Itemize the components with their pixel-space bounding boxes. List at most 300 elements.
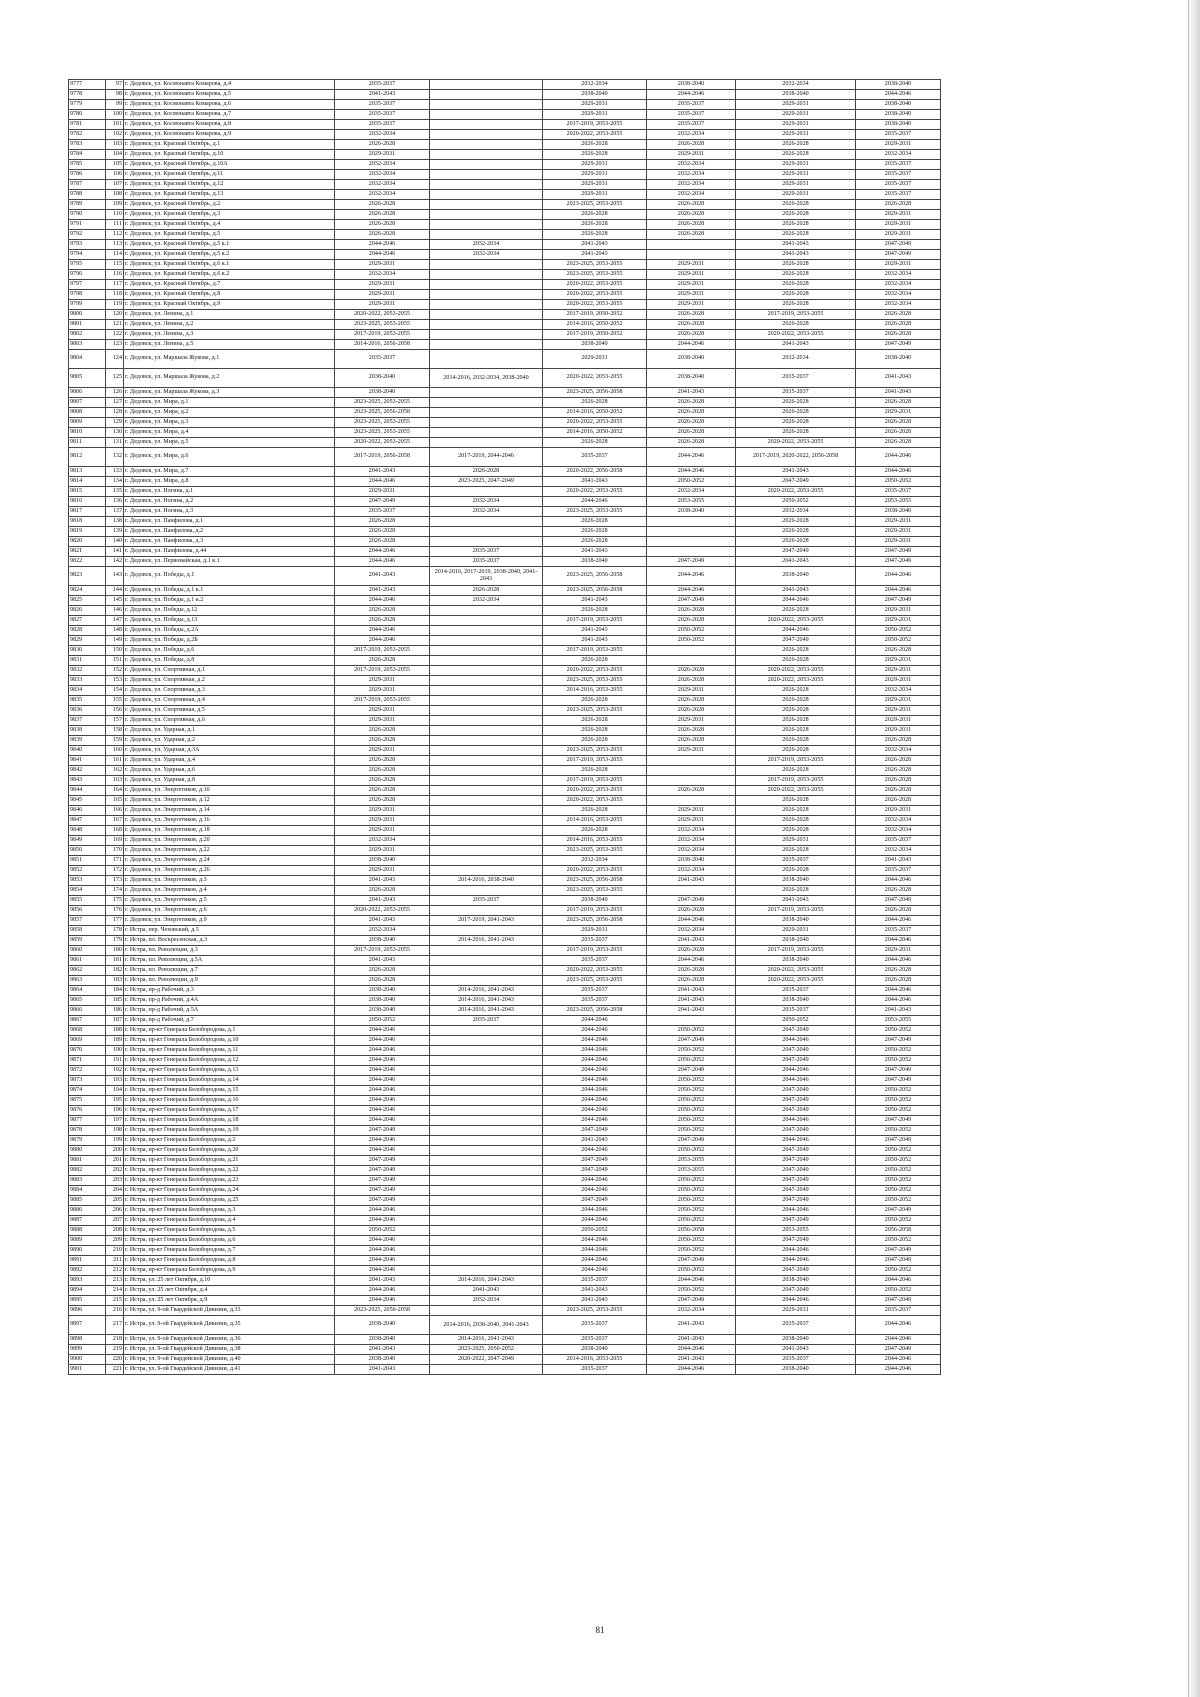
cell-period-6: 2035-2037 (856, 487, 941, 497)
cell-registry-number: 9818 (69, 517, 106, 527)
cell-period-2: 2017-2019, 2041-2043 (430, 916, 543, 926)
cell-registry-number: 9894 (69, 1286, 106, 1296)
cell-registry-number: 9855 (69, 896, 106, 906)
cell-period-1: 2026-2028 (335, 606, 430, 616)
cell-period-2 (430, 90, 543, 100)
cell-sequence-number: 131 (106, 438, 124, 448)
cell-address: г. Истра, пр-кт Генерала Белобородова, д.24 (124, 1186, 335, 1196)
cell-address: г. Дедовск, ул. Красный Октябрь, д.4 (124, 220, 335, 230)
cell-period-3: 2020-2022, 2053-2055 (543, 418, 647, 428)
table-row (69, 956, 941, 966)
cell-address: г. Дедовск, ул. Космонавта Комарова, д.4 (124, 80, 335, 90)
table-row (69, 1166, 941, 1176)
cell-period-6: 2044-2046 (856, 956, 941, 966)
cell-sequence-number: 214 (106, 1286, 124, 1296)
cell-period-6: 2050-2052 (856, 1176, 941, 1186)
cell-period-5: 2035-2037 (736, 1355, 856, 1365)
cell-period-4: 2032-2034 (647, 190, 736, 200)
table-row (69, 1086, 941, 1096)
cell-period-1: 2026-2028 (335, 736, 430, 746)
cell-sequence-number: 153 (106, 676, 124, 686)
cell-sequence-number: 117 (106, 280, 124, 290)
cell-period-2 (430, 1076, 543, 1086)
cell-registry-number: 9836 (69, 706, 106, 716)
cell-address: г. Дедовск, ул. Космонавта Комарова, д.5 (124, 90, 335, 100)
cell-period-3: 2029-2031 (543, 926, 647, 936)
cell-period-5: 2026-2028 (736, 866, 856, 876)
cell-period-1: 2041-2043 (335, 1365, 430, 1375)
cell-period-3: 2044-2046 (543, 1086, 647, 1096)
cell-period-6: 2032-2034 (856, 270, 941, 280)
cell-period-6: 2044-2046 (856, 1365, 941, 1375)
table-row (69, 1316, 941, 1335)
cell-period-6: 2035-2037 (856, 130, 941, 140)
table-row (69, 230, 941, 240)
cell-period-4 (647, 527, 736, 537)
cell-period-5: 2047-2049 (736, 1086, 856, 1096)
cell-sequence-number: 102 (106, 130, 124, 140)
cell-address: г. Дедовск, ул. Спортивная, д.3 (124, 686, 335, 696)
cell-period-4 (647, 886, 736, 896)
cell-period-3: 2020-2022, 2053-2055 (543, 866, 647, 876)
cell-address: г. Истра, пр-кт Генерала Белобородова, д.14 (124, 1076, 335, 1086)
table-row (69, 527, 941, 537)
cell-period-2 (430, 140, 543, 150)
cell-period-2 (430, 676, 543, 686)
cell-address: г. Истра, пр-кт Генерала Белобородова, д.18 (124, 1116, 335, 1126)
cell-address: г. Дедовск, ул. Красный Октябрь, д.13 (124, 190, 335, 200)
table-row (69, 926, 941, 936)
cell-sequence-number: 178 (106, 926, 124, 936)
cell-address: г. Истра, ул. 25 лет Октября, д.4 (124, 1286, 335, 1296)
cell-registry-number: 9834 (69, 686, 106, 696)
cell-period-1: 2038-2040 (335, 1006, 430, 1016)
cell-sequence-number: 107 (106, 180, 124, 190)
cell-period-3: 2044-2046 (543, 1206, 647, 1216)
cell-sequence-number: 175 (106, 896, 124, 906)
cell-period-4: 2029-2031 (647, 806, 736, 816)
cell-period-4: 2050-2052 (647, 1196, 736, 1206)
cell-sequence-number: 99 (106, 100, 124, 110)
cell-registry-number: 9889 (69, 1236, 106, 1246)
cell-period-3: 2041-2043 (543, 1286, 647, 1296)
cell-address: г. Дедовск, ул. Победы, д.2А (124, 626, 335, 636)
table-row (69, 1355, 941, 1365)
cell-sequence-number: 172 (106, 866, 124, 876)
cell-period-2 (430, 856, 543, 866)
cell-period-1: 2032-2034 (335, 190, 430, 200)
cell-period-6: 2035-2037 (856, 160, 941, 170)
cell-period-6: 2026-2028 (856, 428, 941, 438)
cell-period-1: 2026-2028 (335, 537, 430, 547)
cell-address: г. Истра, пр-кт Генерала Белобородова, д.22 (124, 1166, 335, 1176)
cell-period-3: 2020-2022, 2053-2055 (543, 300, 647, 310)
cell-sequence-number: 119 (106, 300, 124, 310)
cell-period-1: 2044-2046 (335, 1066, 430, 1076)
cell-period-2: 2023-2025, 2047-2049 (430, 477, 543, 487)
cell-period-1: 2023-2025, 2053-2055 (335, 320, 430, 330)
cell-period-2: 2014-2016, 2041-2043 (430, 986, 543, 996)
table-row (69, 666, 941, 676)
cell-address: г. Дедовск, ул. Спортивная, д.6 (124, 716, 335, 726)
cell-period-5: 2047-2049 (736, 1096, 856, 1106)
cell-address: г. Дедовск, ул. Победы, д.1 (124, 567, 335, 586)
cell-sequence-number: 200 (106, 1146, 124, 1156)
cell-period-2 (430, 290, 543, 300)
cell-registry-number: 9796 (69, 270, 106, 280)
cell-period-1: 2014-2016, 2056-2058 (335, 340, 430, 350)
cell-period-5: 2044-2046 (736, 1256, 856, 1266)
cell-sequence-number: 147 (106, 616, 124, 626)
cell-period-5: 2038-2040 (736, 936, 856, 946)
cell-registry-number: 9854 (69, 886, 106, 896)
cell-sequence-number: 116 (106, 270, 124, 280)
cell-period-1: 2032-2034 (335, 926, 430, 936)
cell-period-3: 2023-2025, 2056-2058 (543, 586, 647, 596)
cell-period-1: 2041-2043 (335, 1345, 430, 1355)
cell-period-1: 2029-2031 (335, 686, 430, 696)
cell-period-2 (430, 120, 543, 130)
cell-period-6: 2026-2028 (856, 966, 941, 976)
cell-registry-number: 9817 (69, 507, 106, 517)
cell-period-5: 2026-2028 (736, 806, 856, 816)
cell-sequence-number: 137 (106, 507, 124, 517)
cell-sequence-number: 184 (106, 986, 124, 996)
cell-registry-number: 9812 (69, 448, 106, 467)
cell-period-6: 2041-2043 (856, 856, 941, 866)
cell-period-4: 2026-2028 (647, 706, 736, 716)
table-row (69, 1126, 941, 1136)
cell-period-4: 2053-2055 (647, 1166, 736, 1176)
cell-period-3: 2041-2043 (543, 477, 647, 487)
cell-period-3: 2017-2019, 2053-2055 (543, 756, 647, 766)
cell-period-3: 2026-2028 (543, 438, 647, 448)
cell-address: г. Дедовск, ул. Красный Октябрь, д.6 к.1 (124, 260, 335, 270)
cell-period-4: 2032-2034 (647, 846, 736, 856)
table-row (69, 1246, 941, 1256)
cell-registry-number: 9804 (69, 350, 106, 369)
cell-address: г. Дедовск, ул. Красный Октябрь, д.12 (124, 180, 335, 190)
cell-period-4: 2050-2052 (647, 1086, 736, 1096)
cell-period-1: 2044-2046 (335, 1086, 430, 1096)
cell-period-3: 2044-2046 (543, 1256, 647, 1266)
cell-period-1: 2029-2031 (335, 806, 430, 816)
cell-period-4: 2029-2031 (647, 816, 736, 826)
cell-period-6: 2026-2028 (856, 438, 941, 448)
table-row (69, 806, 941, 816)
cell-period-6: 2047-2049 (856, 1345, 941, 1355)
cell-sequence-number: 199 (106, 1136, 124, 1146)
cell-period-2 (430, 1186, 543, 1196)
cell-period-1: 2035-2037 (335, 80, 430, 90)
cell-period-2: 2017-2019, 2044-2046 (430, 448, 543, 467)
cell-sequence-number: 141 (106, 547, 124, 557)
cell-address: г. Истра, пр-кт Генерала Белобородова, д.6 (124, 1236, 335, 1246)
cell-period-3: 2041-2043 (543, 250, 647, 260)
cell-period-2 (430, 606, 543, 616)
table-row (69, 1216, 941, 1226)
cell-period-3: 2026-2028 (543, 140, 647, 150)
cell-period-6: 2035-2037 (856, 926, 941, 936)
cell-period-4 (647, 547, 736, 557)
cell-period-4: 2026-2028 (647, 696, 736, 706)
table-row (69, 976, 941, 986)
cell-period-1: 2020-2022, 2053-2055 (335, 438, 430, 448)
cell-period-2 (430, 220, 543, 230)
cell-period-3: 2023-2025, 2056-2058 (543, 1006, 647, 1016)
cell-address: г. Дедовск, ул. Мира, д.3 (124, 418, 335, 428)
cell-period-4: 2047-2049 (647, 1256, 736, 1266)
cell-address: г. Дедовск, ул. Красный Октябрь, д.5 к.2 (124, 250, 335, 260)
cell-period-4: 2029-2031 (647, 300, 736, 310)
cell-registry-number: 9890 (69, 1246, 106, 1256)
cell-period-5: 2026-2028 (736, 826, 856, 836)
cell-period-2: 2026-2028 (430, 586, 543, 596)
cell-period-3: 2029-2031 (543, 180, 647, 190)
cell-period-5: 2026-2028 (736, 886, 856, 896)
cell-period-5: 2041-2043 (736, 896, 856, 906)
cell-sequence-number: 130 (106, 428, 124, 438)
cell-period-3: 2020-2022, 2053-2055 (543, 796, 647, 806)
cell-period-4: 2050-2052 (647, 1076, 736, 1086)
table-row (69, 408, 941, 418)
table-row (69, 507, 941, 517)
cell-registry-number: 9853 (69, 876, 106, 886)
cell-sequence-number: 161 (106, 756, 124, 766)
cell-period-2 (430, 517, 543, 527)
cell-period-2 (430, 1256, 543, 1266)
cell-period-1: 2041-2043 (335, 586, 430, 596)
cell-period-6: 2032-2034 (856, 746, 941, 756)
cell-period-3: 2044-2046 (543, 1236, 647, 1246)
cell-registry-number: 9860 (69, 946, 106, 956)
cell-period-5: 2047-2049 (736, 1216, 856, 1226)
cell-period-4: 2050-2052 (647, 1286, 736, 1296)
table-row (69, 1345, 941, 1355)
cell-address: г. Дедовск, ул. Энергетиков, д.3 (124, 876, 335, 886)
cell-period-2 (430, 756, 543, 766)
cell-sequence-number: 156 (106, 706, 124, 716)
cell-address: г. Дедовск, ул. Энергетиков, д.22 (124, 846, 335, 856)
cell-registry-number: 9823 (69, 567, 106, 586)
cell-period-3: 2044-2046 (543, 1116, 647, 1126)
cell-address: г. Истра, пр-д Рабочий, д.7 (124, 1016, 335, 1026)
cell-period-3: 2026-2028 (543, 766, 647, 776)
cell-registry-number: 9786 (69, 170, 106, 180)
cell-period-2 (430, 487, 543, 497)
cell-registry-number: 9838 (69, 726, 106, 736)
cell-period-6: 2047-2049 (856, 340, 941, 350)
cell-registry-number: 9791 (69, 220, 106, 230)
cell-period-6: 2032-2034 (856, 686, 941, 696)
cell-registry-number: 9885 (69, 1196, 106, 1206)
cell-period-2 (430, 706, 543, 716)
cell-registry-number: 9820 (69, 537, 106, 547)
cell-address: г. Истра, пр-д Рабочий, д.4А (124, 996, 335, 1006)
cell-period-3: 2026-2028 (543, 726, 647, 736)
cell-period-2 (430, 1106, 543, 1116)
cell-period-2 (430, 310, 543, 320)
cell-period-5: 2038-2040 (736, 567, 856, 586)
table-row (69, 656, 941, 666)
cell-period-6: 2047-2049 (856, 547, 941, 557)
cell-address: г. Истра, пр-кт Генерала Белобородова, д.1 (124, 1026, 335, 1036)
table-row (69, 1286, 941, 1296)
cell-period-6: 2053-2055 (856, 497, 941, 507)
cell-registry-number: 9852 (69, 866, 106, 876)
cell-period-5: 2026-2028 (736, 320, 856, 330)
cell-period-2 (430, 686, 543, 696)
cell-period-6: 2029-2031 (856, 140, 941, 150)
cell-period-6: 2050-2052 (856, 1266, 941, 1276)
cell-period-1: 2026-2028 (335, 200, 430, 210)
table-row (69, 160, 941, 170)
cell-period-6: 2029-2031 (856, 806, 941, 816)
cell-registry-number: 9862 (69, 966, 106, 976)
cell-period-1: 2023-2025, 2053-2055 (335, 428, 430, 438)
cell-period-2: 2014-2016, 2041-2043 (430, 1335, 543, 1345)
cell-period-3: 2026-2028 (543, 716, 647, 726)
cell-period-2 (430, 1306, 543, 1316)
cell-period-4: 2047-2049 (647, 1066, 736, 1076)
cell-period-1: 2038-2040 (335, 1355, 430, 1365)
cell-sequence-number: 145 (106, 596, 124, 606)
cell-period-2 (430, 786, 543, 796)
cell-period-5: 2035-2037 (736, 986, 856, 996)
cell-period-2 (430, 846, 543, 856)
cell-period-6: 2050-2052 (856, 1126, 941, 1136)
cell-period-5: 2044-2046 (736, 1066, 856, 1076)
cell-registry-number: 9785 (69, 160, 106, 170)
table-row (69, 686, 941, 696)
cell-period-3: 2029-2031 (543, 350, 647, 369)
table-row (69, 626, 941, 636)
cell-period-6: 2029-2031 (856, 517, 941, 527)
cell-period-3: 2041-2043 (543, 240, 647, 250)
cell-address: г. Дедовск, ул. Мира, д.2 (124, 408, 335, 418)
cell-period-1: 2047-2049 (335, 1176, 430, 1186)
cell-sequence-number: 221 (106, 1365, 124, 1375)
cell-period-1: 2023-2025, 2056-2058 (335, 1306, 430, 1316)
table-row (69, 636, 941, 646)
cell-address: г. Дедовск, ул. Спортивная, д.5 (124, 706, 335, 716)
cell-sequence-number: 140 (106, 537, 124, 547)
cell-period-4: 2026-2028 (647, 786, 736, 796)
cell-period-6: 2029-2031 (856, 726, 941, 736)
cell-period-3: 2020-2022, 2053-2055 (543, 786, 647, 796)
cell-period-6: 2050-2052 (856, 626, 941, 636)
cell-period-6: 2056-2058 (856, 1226, 941, 1236)
cell-period-2: 2023-2025, 2050-2052 (430, 1345, 543, 1355)
cell-registry-number: 9877 (69, 1116, 106, 1126)
table-row (69, 220, 941, 230)
cell-period-2: 2035-2037 (430, 557, 543, 567)
cell-period-1: 2044-2046 (335, 1296, 430, 1306)
cell-registry-number: 9868 (69, 1026, 106, 1036)
cell-registry-number: 9848 (69, 826, 106, 836)
repair-schedule-table (68, 79, 941, 1375)
cell-period-6: 2050-2052 (856, 1286, 941, 1296)
cell-sequence-number: 197 (106, 1116, 124, 1126)
cell-sequence-number: 211 (106, 1256, 124, 1266)
cell-period-1: 2026-2028 (335, 976, 430, 986)
cell-registry-number: 9840 (69, 746, 106, 756)
cell-period-5: 2026-2028 (736, 270, 856, 280)
cell-period-1: 2032-2034 (335, 270, 430, 280)
cell-period-4: 2050-2052 (647, 1106, 736, 1116)
cell-address: г. Дедовск, ул. Победы, д.1 к.1 (124, 586, 335, 596)
cell-period-2 (430, 616, 543, 626)
cell-period-5: 2029-2031 (736, 160, 856, 170)
cell-period-3: 2050-2052 (543, 1226, 647, 1236)
cell-period-2 (430, 1096, 543, 1106)
table-row (69, 646, 941, 656)
cell-period-1: 2044-2046 (335, 626, 430, 636)
cell-sequence-number: 122 (106, 330, 124, 340)
cell-address: г. Истра, пр-кт Генерала Белобородова, д.16 (124, 1096, 335, 1106)
table-row (69, 886, 941, 896)
cell-period-5: 2026-2028 (736, 726, 856, 736)
cell-address: г. Истра, пр-кт Генерала Белобородова, д.13 (124, 1066, 335, 1076)
cell-period-2: 2014-2016, 2041-2043 (430, 996, 543, 1006)
cell-registry-number: 9788 (69, 190, 106, 200)
cell-period-2: 2035-2037 (430, 547, 543, 557)
cell-period-6: 2041-2043 (856, 388, 941, 398)
cell-period-5: 2026-2028 (736, 746, 856, 756)
table-body (69, 80, 941, 1375)
table-row (69, 210, 941, 220)
cell-period-4: 2044-2046 (647, 340, 736, 350)
cell-registry-number: 9784 (69, 150, 106, 160)
cell-period-4: 2026-2028 (647, 320, 736, 330)
cell-period-4: 2047-2049 (647, 596, 736, 606)
cell-period-5: 2038-2040 (736, 1276, 856, 1286)
table-row (69, 290, 941, 300)
table-row (69, 1096, 941, 1106)
cell-registry-number: 9787 (69, 180, 106, 190)
cell-period-5: 2044-2046 (736, 1116, 856, 1126)
cell-sequence-number: 129 (106, 418, 124, 428)
cell-period-6: 2044-2046 (856, 567, 941, 586)
table-row (69, 1226, 941, 1236)
table-row (69, 170, 941, 180)
cell-registry-number: 9835 (69, 696, 106, 706)
cell-sequence-number: 113 (106, 240, 124, 250)
cell-registry-number: 9795 (69, 260, 106, 270)
cell-sequence-number: 132 (106, 448, 124, 467)
cell-period-1: 2044-2046 (335, 477, 430, 487)
cell-period-3: 2044-2046 (543, 1076, 647, 1086)
cell-period-2 (430, 160, 543, 170)
cell-period-5: 2026-2028 (736, 816, 856, 826)
cell-period-2 (430, 210, 543, 220)
cell-registry-number: 9803 (69, 340, 106, 350)
cell-period-4: 2041-2043 (647, 936, 736, 946)
cell-period-6: 2026-2028 (856, 736, 941, 746)
cell-period-3: 2026-2028 (543, 736, 647, 746)
cell-period-5: 2026-2028 (736, 230, 856, 240)
cell-period-6: 2044-2046 (856, 90, 941, 100)
cell-period-5: 2044-2046 (736, 1206, 856, 1216)
cell-period-6: 2047-2049 (856, 1296, 941, 1306)
cell-registry-number: 9830 (69, 646, 106, 656)
cell-period-2 (430, 1066, 543, 1076)
cell-period-6: 2050-2052 (856, 1086, 941, 1096)
cell-period-1: 2041-2043 (335, 90, 430, 100)
cell-period-6: 2029-2031 (856, 260, 941, 270)
cell-period-6: 2038-2040 (856, 507, 941, 517)
cell-period-5: 2017-2019, 2053-2055 (736, 906, 856, 916)
